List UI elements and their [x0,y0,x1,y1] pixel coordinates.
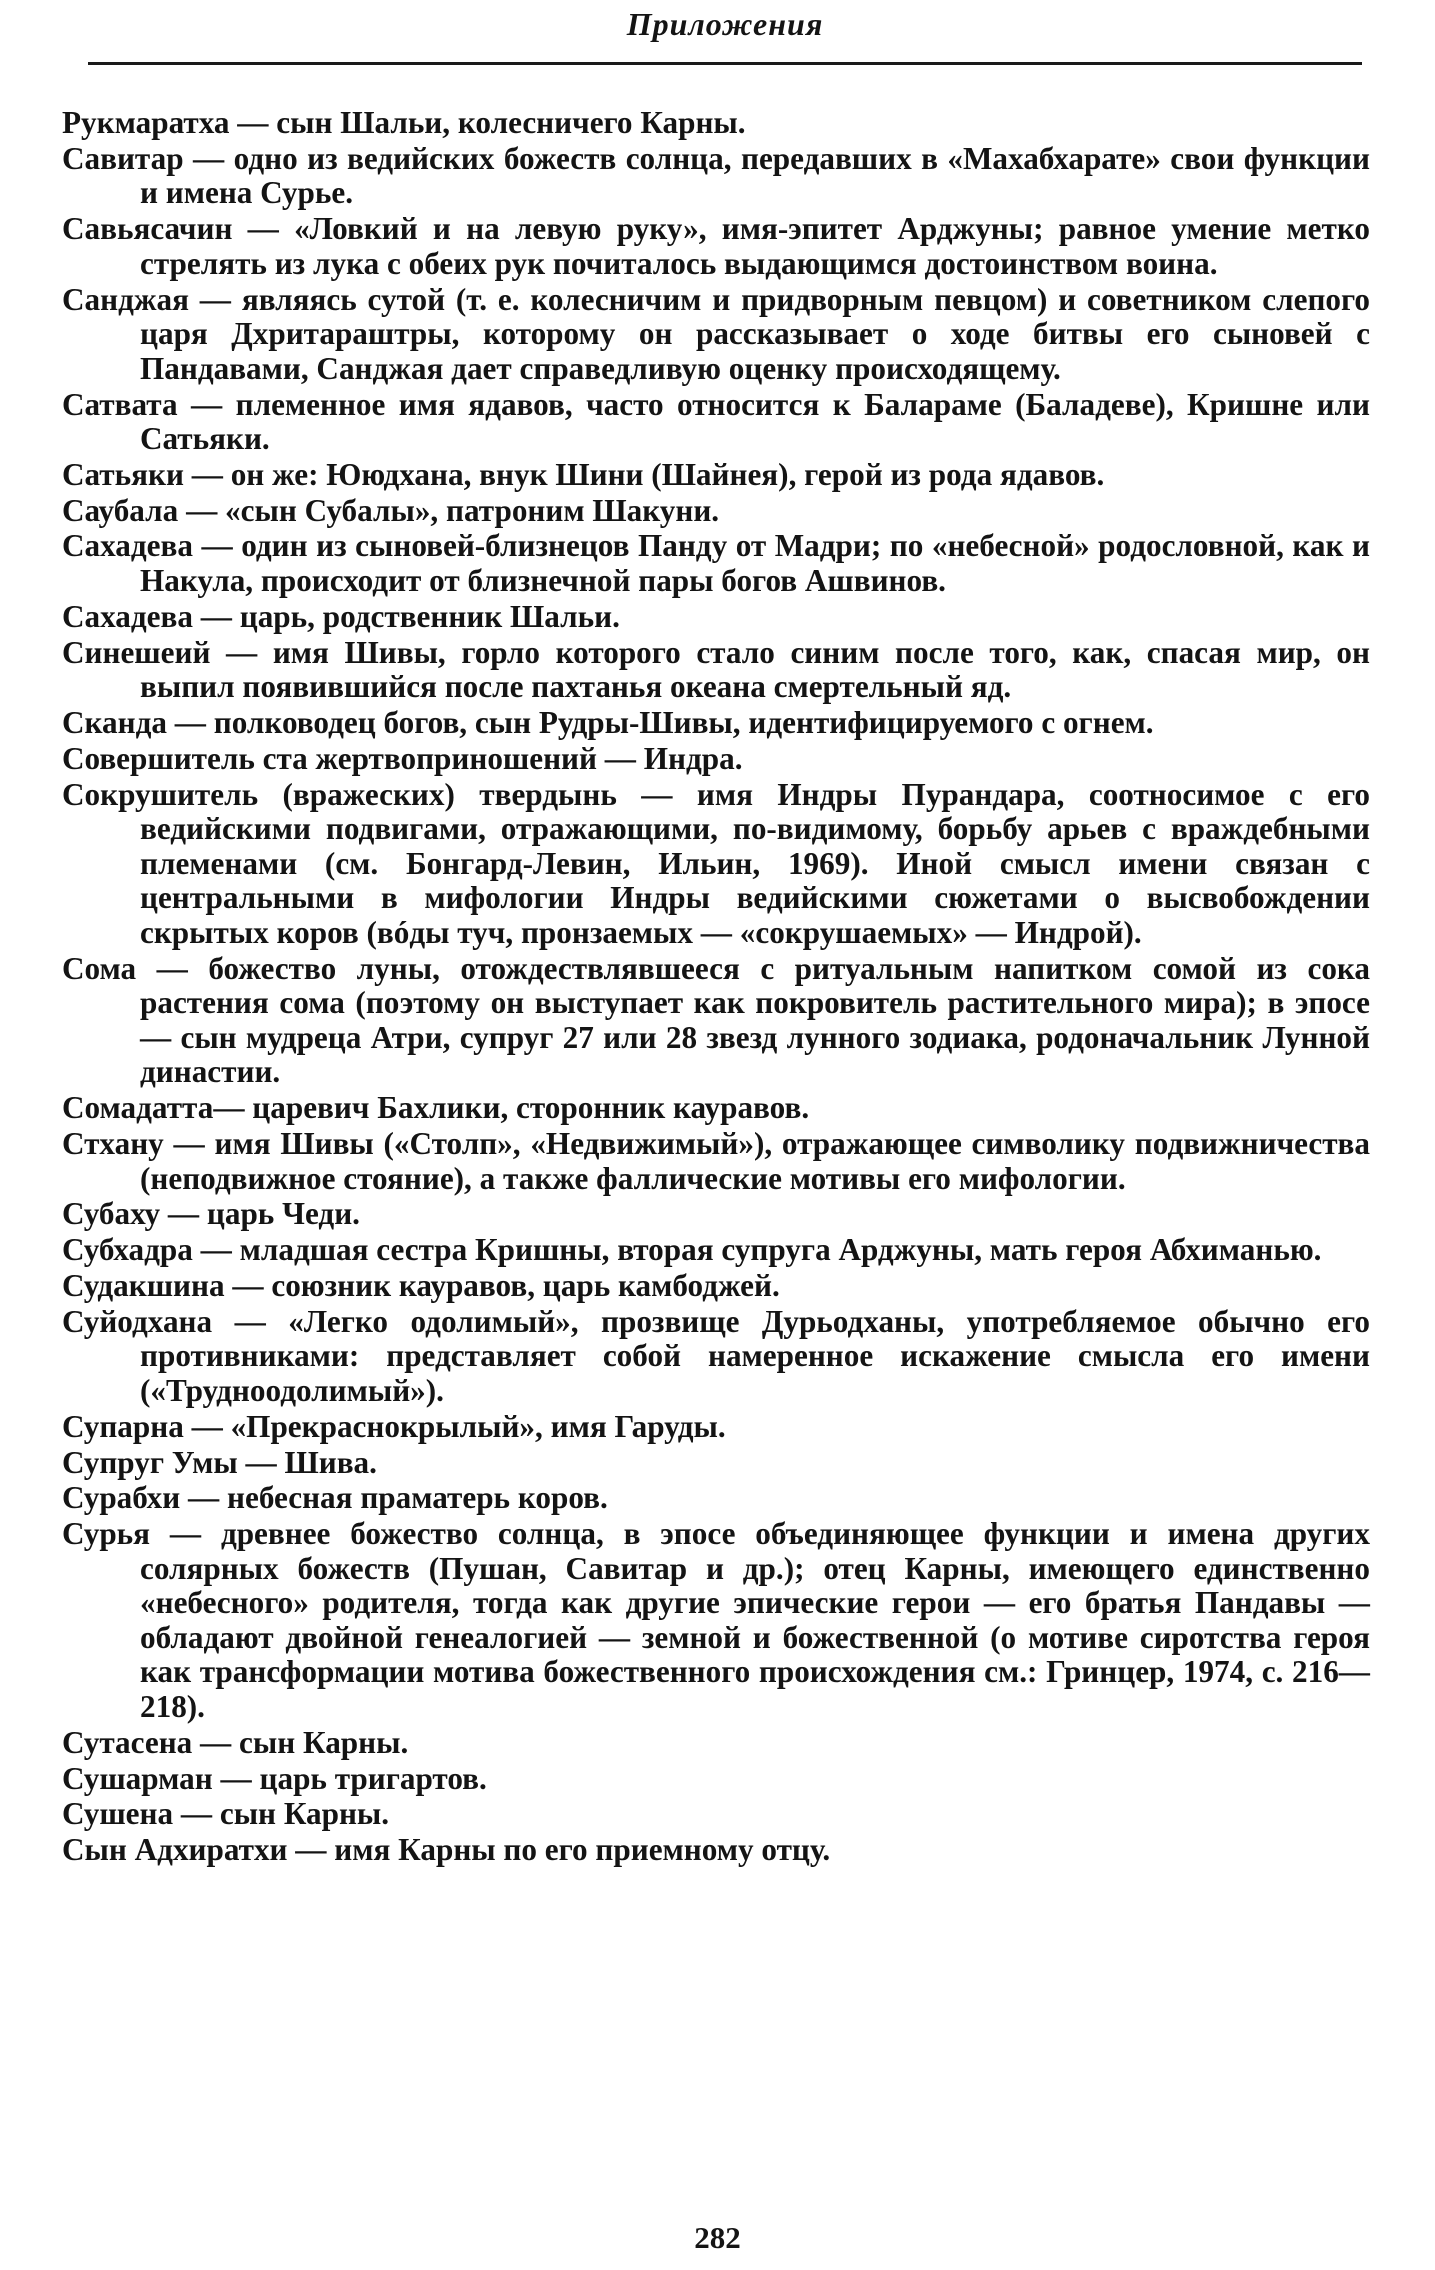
glossary-entry: Сахадева — один из сыновей-близнецов Панду от Мадри; по «небесной» родословной, как и Накула, происходит от близнечной пары богов Ашвинов. [62,528,1370,599]
glossary-entry: Савитар — одно из ведийских божеств солнца, передавших в «Махабхарате» свои функции и имена Сурье. [62,140,1370,211]
glossary-entry: Супарна — «Прекраснокрылый», имя Гаруды. [62,1408,726,1444]
glossary-entry: Сканда — полководец богов, сын Рудры-Шивы, идентифицируемого с огнем. [62,704,1154,740]
glossary-entry: Сатьяки — он же: Ююдхана, внук Шини (Шайнея), герой из рода ядавов. [62,456,1105,492]
glossary-entry: Судакшина — союзник кауравов, царь камбоджей. [62,1267,780,1303]
glossary-entry: Сурья — древнее божество солнца, в эпосе объединяющее функции и имена других солярных божеств (Пушан, Савитар и др.); отец Карны, имеющего единственно «небесного» родителя, тогда как другие эпические герои — его братья Пандавы — обладают двойной генеалогией — земной и божественной (о мотиве сиротства героя как трансформации мотива божественного происхождения см.: Гринцер, 1974, с. 216—218). [62,1516,1370,1725]
glossary-entry: Синешеий — имя Шивы, горло которого стало синим после того, как, спасая мир, он выпил появившийся после пахтанья океана смертельный яд. [62,634,1370,705]
glossary-entry: Сын Адхиратхи — имя Карны по его приемному отцу. [62,1832,831,1868]
glossary-entry: Сомадатта— царевич Бахлики, сторонник кауравов. [62,1090,810,1126]
glossary-entry: Сутасена — сын Карны. [62,1724,409,1760]
glossary-entry: Суйодхана — «Легко одолимый», прозвище Дурьодханы, употребляемое обычно его противниками: представляет собой намеренное искажение смысла его имени («Трудноодолимый»). [62,1303,1370,1408]
glossary-entries [62,106,1370,1869]
glossary-entry: Сушена — сын Карны. [62,1796,390,1832]
glossary-entry: Савьясачин — «Ловкий и на левую руку», имя-эпитет Арджуны; равное умение метко стрелять из лука с обеих рук почиталось выдающимся достоинством воина. [62,211,1370,281]
glossary-entry: Рукмаратха — сын Шальи, колесничего Карны. [62,105,746,140]
glossary-entry: Стхану — имя Шивы («Столп», «Недвижимый»), отражающее символику подвижничества (неподвижное стояние), а также фаллические мотивы его мифологии. [62,1126,1370,1196]
glossary-entry: Сурабхи — небесная праматерь коров. [62,1480,608,1516]
glossary-entry: Сушарман — царь тригартов. [62,1760,487,1796]
header-rule [88,62,1362,65]
glossary-entry: Сатвата — племенное имя ядавов, часто относится к Балараме (Баладеве), Кришне или Сатьяки. [62,386,1370,457]
glossary-entry: Субхадра — младшая сестра Кришны, вторая супруга Арджуны, мать героя Абхиманью. [62,1232,1322,1268]
glossary-entry: Сокрушитель (вражеских) твердынь — имя Индры Пурандара, соотносимое с его ведийскими подвигами, отражающими, по-видимому, борьбу арьев с враждебными племенами (см. Бонгард-Левин, Ильин, 1969). Иной смысл имени связан с центральными в мифологии Индры ведийскими сюжетами о высвобождении скрытых коров (вóды туч, пронзаемых — «сокрушаемых» — Индрой). [62,776,1370,950]
glossary-entry: Саубала — «сын Субалы», патроним Шакуни. [62,492,720,528]
glossary-entry: Совершитель ста жертвоприношений — Индра. [62,740,743,776]
page-number: 282 [694,2220,741,2255]
glossary-entry: Санджая — являясь сутой (т. е. колесничим и придворным певцом) и советником слепого царя Дхритараштры, которому он рассказывает о ходе битвы его сыновей с Пандавами, Санджая дает справедливую оценку происходящему. [62,281,1370,386]
glossary-entry: Субаху — царь Чеди. [62,1196,360,1232]
glossary-entry: Сома — божество луны, отождествлявшееся с ритуальным напитком сомой из сока растения сома (поэтому он выступает как покровитель растительного мира); в эпосе — сын мудреца Атри, супруг 27 или 28 звезд лунного зодиака, родоначальник Лунной династии. [62,950,1370,1090]
glossary-entry: Супруг Умы — Шива. [62,1444,377,1480]
glossary-entry: Сахадева — царь, родственник Шальи. [62,598,620,634]
running-header: Приложения [626,6,824,42]
